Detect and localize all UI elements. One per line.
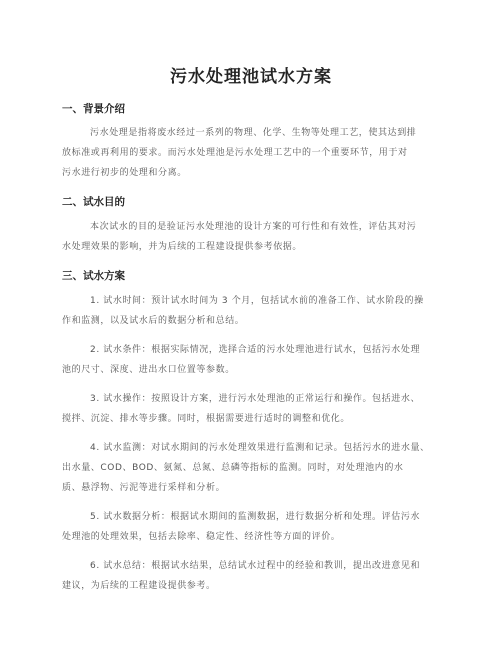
list-item-line: 5. 试水数据分析：根据试水期间的监测数据，进行数据分析和处理。评估污水 [90, 512, 421, 522]
paragraph-line: 本次试水的目的是验证污水处理池的设计方案的可行性和有效性，评估其对污 [90, 222, 417, 232]
list-item-line: 6. 试水总结：根据试水结果，总结试水过程中的经验和教训，提出改进意见和 [90, 561, 421, 571]
list-item-line: 建议，为后续的工程建设提供参考。 [62, 581, 216, 591]
paragraph-line: 放标准或再利用的要求。而污水处理池是污水处理工艺中的一个重要环节，用于对 [62, 148, 408, 158]
list-item-line: 4. 试水监测：对试水期间的污水处理效果进行监测和记录。包括污水的进水量、 [90, 443, 430, 453]
list-item-line: 搅拌、沉淀、排水等步骤。同时，根据需要进行适时的调整和优化。 [62, 414, 351, 424]
paragraph-line: 污水进行初步的处理和分离。 [62, 168, 187, 178]
document-title: 污水处理池试水方案 [170, 67, 332, 87]
list-item-line: 池的尺寸、深度、进出水口位置等参数。 [62, 365, 235, 375]
list-item-line: 出水量、COD、BOD、氨氮、总氮、总磷等指标的监测。同时，对处理池内的水 [62, 463, 404, 473]
section-heading-background: 一、背景介绍 [62, 103, 125, 115]
list-item-line: 处理池的处理效果，包括去除率、稳定性、经济性等方面的评价。 [62, 532, 341, 542]
list-item-line: 2. 试水条件：根据实际情况，选择合适的污水处理池进行试水，包括污水处理 [90, 345, 421, 355]
list-item-line: 3. 试水操作：按照设计方案，进行污水处理池的正常运行和操作。包括进水、 [90, 394, 421, 404]
paragraph-line: 污水处理是指将废水经过一系列的物理、化学、生物等处理工艺，使其达到排 [90, 128, 417, 138]
section-heading-purpose: 二、试水目的 [62, 196, 125, 208]
section-heading-plan: 三、试水方案 [62, 270, 125, 282]
list-item-line: 作和监测，以及试水后的数据分析和总结。 [62, 316, 245, 326]
paragraph-line: 水处理效果的影响，并为后续的工程建设提供参考依据。 [62, 242, 303, 252]
list-item-line: 1. 试水时间：预计试水时间为 3 个月，包括试水前的准备工作、试水阶段的操 [90, 296, 424, 306]
list-item-line: 质、悬浮物、污泥等进行采样和分析。 [62, 483, 226, 493]
